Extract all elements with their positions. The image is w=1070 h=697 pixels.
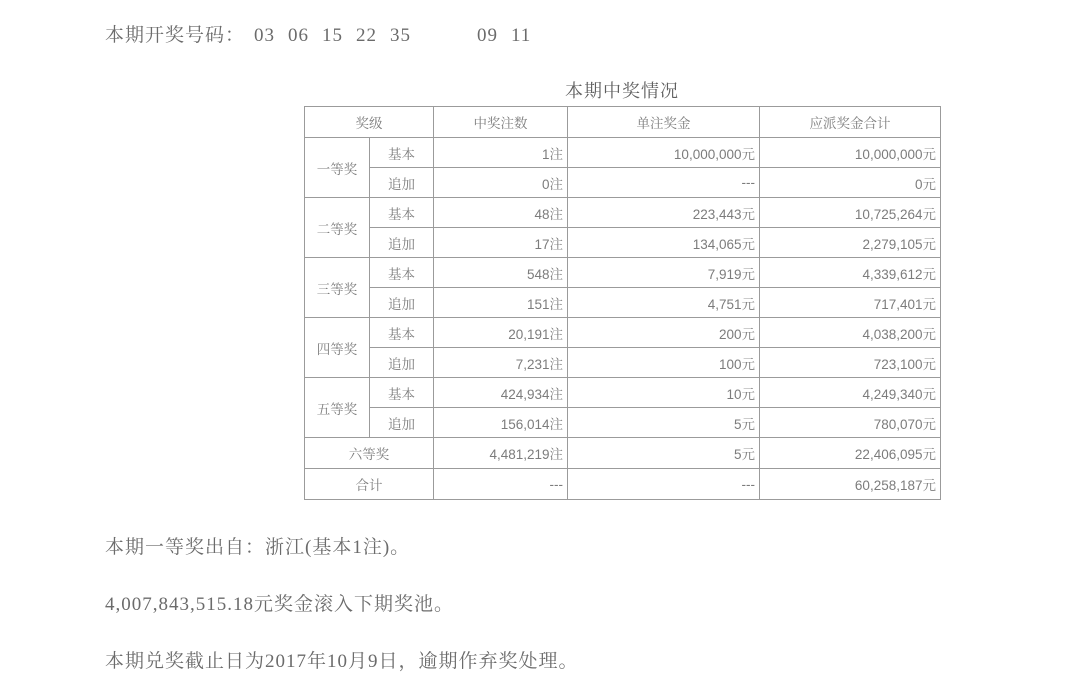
subtype-cell: 基本 bbox=[370, 318, 434, 348]
prize-level-cell: 合计 bbox=[305, 469, 434, 500]
total-prize-cell: 780,070元 bbox=[760, 408, 941, 438]
count-cell: 548注 bbox=[434, 258, 568, 288]
prize-level-cell: 一等奖 bbox=[305, 138, 370, 198]
prize-table bbox=[304, 106, 941, 500]
subtype-cell: 基本 bbox=[370, 198, 434, 228]
count-cell: 20,191注 bbox=[434, 318, 568, 348]
table-row bbox=[305, 198, 941, 228]
prize-table-title: 本期中奖情况 bbox=[565, 81, 679, 101]
header-total-prize: 应派奖金合计 bbox=[760, 107, 941, 138]
single-prize-cell: 5元 bbox=[568, 408, 760, 438]
table-row bbox=[305, 228, 941, 258]
single-prize-cell: 4,751元 bbox=[568, 288, 760, 318]
prize-level-cell: 六等奖 bbox=[305, 438, 434, 469]
header-prize-level: 奖级 bbox=[305, 107, 434, 138]
count-cell: 0注 bbox=[434, 168, 568, 198]
single-prize-cell: 5元 bbox=[568, 438, 760, 469]
total-prize-cell: 0元 bbox=[760, 168, 941, 198]
total-prize-cell: 60,258,187元 bbox=[760, 469, 941, 500]
draw-numbers-line bbox=[105, 20, 531, 47]
table-row bbox=[305, 138, 941, 168]
table-row bbox=[305, 258, 941, 288]
front-number: 03 bbox=[254, 25, 276, 46]
table-row bbox=[305, 469, 941, 500]
table-header-row bbox=[305, 107, 941, 138]
total-prize-cell: 717,401元 bbox=[760, 288, 941, 318]
single-prize-cell: 134,065元 bbox=[568, 228, 760, 258]
total-prize-cell: 10,725,264元 bbox=[760, 198, 941, 228]
prize-level-cell: 五等奖 bbox=[305, 378, 370, 438]
single-prize-cell: 223,443元 bbox=[568, 198, 760, 228]
single-prize-cell: 10元 bbox=[568, 378, 760, 408]
front-number: 06 bbox=[288, 25, 310, 46]
table-row bbox=[305, 318, 941, 348]
count-cell: 156,014注 bbox=[434, 408, 568, 438]
single-prize-cell: --- bbox=[568, 469, 760, 500]
back-number: 11 bbox=[511, 25, 532, 46]
subtype-cell: 基本 bbox=[370, 258, 434, 288]
prize-level-cell: 四等奖 bbox=[305, 318, 370, 378]
subtype-cell: 基本 bbox=[370, 378, 434, 408]
count-cell: 17注 bbox=[434, 228, 568, 258]
subtype-cell: 追加 bbox=[370, 348, 434, 378]
total-prize-cell: 723,100元 bbox=[760, 348, 941, 378]
subtype-cell: 追加 bbox=[370, 168, 434, 198]
count-cell: 7,231注 bbox=[434, 348, 568, 378]
count-cell: 4,481,219注 bbox=[434, 438, 568, 469]
subtype-cell: 追加 bbox=[370, 288, 434, 318]
table-row bbox=[305, 438, 941, 469]
note-jackpot-rollover: 4,007,843,515.18元奖金滚入下期奖池。 bbox=[105, 594, 455, 615]
total-prize-cell: 22,406,095元 bbox=[760, 438, 941, 469]
count-cell: 48注 bbox=[434, 198, 568, 228]
count-cell: 151注 bbox=[434, 288, 568, 318]
table-row bbox=[305, 378, 941, 408]
total-prize-cell: 4,249,340元 bbox=[760, 378, 941, 408]
single-prize-cell: --- bbox=[568, 168, 760, 198]
count-cell: --- bbox=[434, 469, 568, 500]
total-prize-cell: 2,279,105元 bbox=[760, 228, 941, 258]
prize-level-cell: 二等奖 bbox=[305, 198, 370, 258]
single-prize-cell: 200元 bbox=[568, 318, 760, 348]
total-prize-cell: 4,339,612元 bbox=[760, 258, 941, 288]
single-prize-cell: 7,919元 bbox=[568, 258, 760, 288]
table-row bbox=[305, 408, 941, 438]
front-number: 22 bbox=[356, 25, 378, 46]
total-prize-cell: 10,000,000元 bbox=[760, 138, 941, 168]
table-row bbox=[305, 288, 941, 318]
note-redeem-deadline: 本期兑奖截止日为2017年10月9日，逾期作弃奖处理。 bbox=[105, 651, 579, 672]
subtype-cell: 追加 bbox=[370, 408, 434, 438]
single-prize-cell: 10,000,000元 bbox=[568, 138, 760, 168]
subtype-cell: 追加 bbox=[370, 228, 434, 258]
total-prize-cell: 4,038,200元 bbox=[760, 318, 941, 348]
table-row bbox=[305, 348, 941, 378]
header-winning-count: 中奖注数 bbox=[434, 107, 568, 138]
front-number: 35 bbox=[390, 25, 412, 46]
prize-level-cell: 三等奖 bbox=[305, 258, 370, 318]
back-number: 09 bbox=[477, 25, 499, 46]
subtype-cell: 基本 bbox=[370, 138, 434, 168]
note-first-prize-origin: 本期一等奖出自：浙江(基本1注)。 bbox=[105, 537, 411, 558]
single-prize-cell: 100元 bbox=[568, 348, 760, 378]
table-row bbox=[305, 168, 941, 198]
header-single-prize: 单注奖金 bbox=[568, 107, 760, 138]
draw-numbers-label: 本期开奖号码： bbox=[105, 25, 246, 46]
count-cell: 424,934注 bbox=[434, 378, 568, 408]
count-cell: 1注 bbox=[434, 138, 568, 168]
front-number: 15 bbox=[322, 25, 344, 46]
